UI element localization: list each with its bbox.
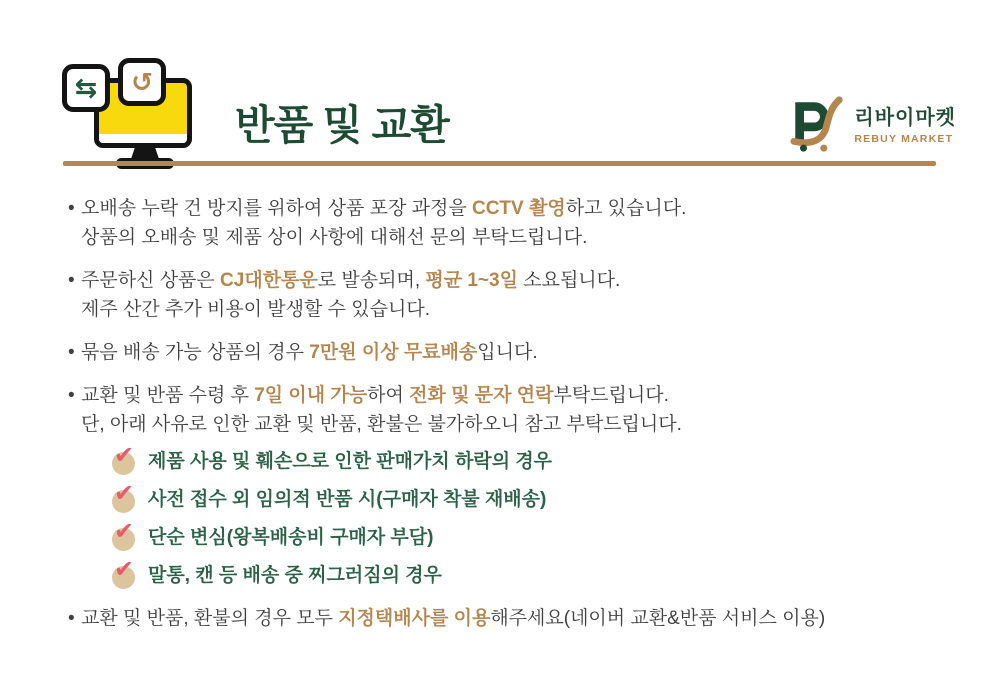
brand-logo bbox=[789, 94, 956, 152]
bullet-item-shipping bbox=[68, 266, 960, 324]
bullet-text: 입니다. bbox=[477, 342, 538, 363]
highlight-text: CCTV 촬영 bbox=[471, 198, 566, 219]
bullet-dot-icon: • bbox=[68, 385, 75, 406]
bullet-text: 묶음 배송 가능 상품의 경우 bbox=[81, 342, 310, 363]
logo-name-en: REBUY MARKET bbox=[854, 133, 954, 145]
check-item-label: 제품 사용 및 훼손으로 인한 판매가치 하락의 경우 bbox=[148, 451, 553, 472]
bullet-text: 교환 및 반품, 환불의 경우 모두 bbox=[81, 608, 339, 629]
bullet-text: 상품의 오배송 및 제품 상이 사항에 대해선 문의 부탁드립니다. bbox=[81, 227, 588, 248]
highlight-text: CJ대한통운 bbox=[220, 270, 318, 291]
bullet-dot-icon: • bbox=[68, 198, 75, 219]
check-item bbox=[112, 517, 960, 552]
bullet-dot-icon: • bbox=[68, 608, 75, 629]
check-mark-icon: ✔ bbox=[114, 479, 135, 507]
bullet-text: 해주세요(네이버 교환&반품 서비스 이용) bbox=[490, 608, 826, 629]
bullet-text: 단, 아래 사유로 인한 교환 및 반품, 환불은 불가하오니 참고 부탁드립니다. bbox=[81, 414, 682, 435]
exchange-arrows-icon: ⇆ bbox=[62, 64, 110, 112]
monitor-exchange-icon bbox=[62, 54, 197, 172]
policy-content bbox=[68, 194, 960, 647]
check-icon bbox=[112, 441, 139, 475]
logo-name-kr: 리바이마켓 bbox=[854, 107, 956, 129]
bullet-item-designated-courier bbox=[68, 604, 960, 633]
bullet-dot-icon: • bbox=[68, 270, 75, 291]
bullet-text: 주문하신 상품은 bbox=[81, 270, 221, 291]
check-mark-icon: ✔ bbox=[114, 441, 135, 469]
bullet-text: 하여 bbox=[367, 385, 410, 406]
check-icon bbox=[112, 517, 139, 551]
monitor-chin bbox=[99, 134, 187, 143]
check-item-label: 단순 변심(왕복배송비 구매자 부담) bbox=[148, 527, 434, 548]
check-item-label: 사전 접수 외 임의적 반품 시(구매자 착불 재배송) bbox=[148, 489, 547, 510]
highlight-text: 지정택배사를 이용 bbox=[338, 608, 491, 629]
bullet-item-free-shipping bbox=[68, 338, 960, 367]
check-item bbox=[112, 555, 960, 590]
bullet-text: 오배송 누락 건 방지를 위하여 상품 포장 과정을 bbox=[81, 198, 472, 219]
bullet-text: 부탁드립니다. bbox=[553, 385, 669, 406]
highlight-text: 평균 1~3일 bbox=[425, 270, 518, 291]
return-arrow-icon: ↺ bbox=[118, 58, 166, 106]
logo-cart-icon bbox=[789, 94, 847, 152]
highlight-text: 전화 및 문자 연락 bbox=[409, 385, 554, 406]
non-returnable-checklist bbox=[112, 441, 960, 590]
check-icon bbox=[112, 479, 139, 513]
header bbox=[0, 0, 1000, 175]
logo-text bbox=[854, 101, 956, 145]
check-item bbox=[112, 479, 960, 514]
check-item bbox=[112, 441, 960, 476]
bullet-text: 소요됩니다. bbox=[517, 270, 621, 291]
bullet-item-cctv bbox=[68, 194, 960, 252]
bullet-item-exchange-window bbox=[68, 381, 960, 590]
bullet-text: 교환 및 반품 수령 후 bbox=[81, 385, 255, 406]
bullet-text: 로 발송되며, bbox=[317, 270, 426, 291]
check-mark-icon: ✔ bbox=[114, 555, 135, 583]
check-item-label: 말통, 캔 등 배송 중 찌그러짐의 경우 bbox=[148, 565, 442, 586]
highlight-text: 7만원 이상 무료배송 bbox=[309, 342, 478, 363]
header-divider bbox=[63, 161, 936, 166]
bullet-text: 제주 산간 추가 비용이 발생할 수 있습니다. bbox=[81, 299, 430, 320]
bullet-dot-icon: • bbox=[68, 342, 75, 363]
check-icon bbox=[112, 555, 139, 589]
page-title: 반품 및 교환 bbox=[235, 102, 449, 148]
check-mark-icon: ✔ bbox=[114, 517, 135, 545]
bullet-text: 하고 있습니다. bbox=[565, 198, 687, 219]
highlight-text: 7일 이내 가능 bbox=[254, 385, 368, 406]
